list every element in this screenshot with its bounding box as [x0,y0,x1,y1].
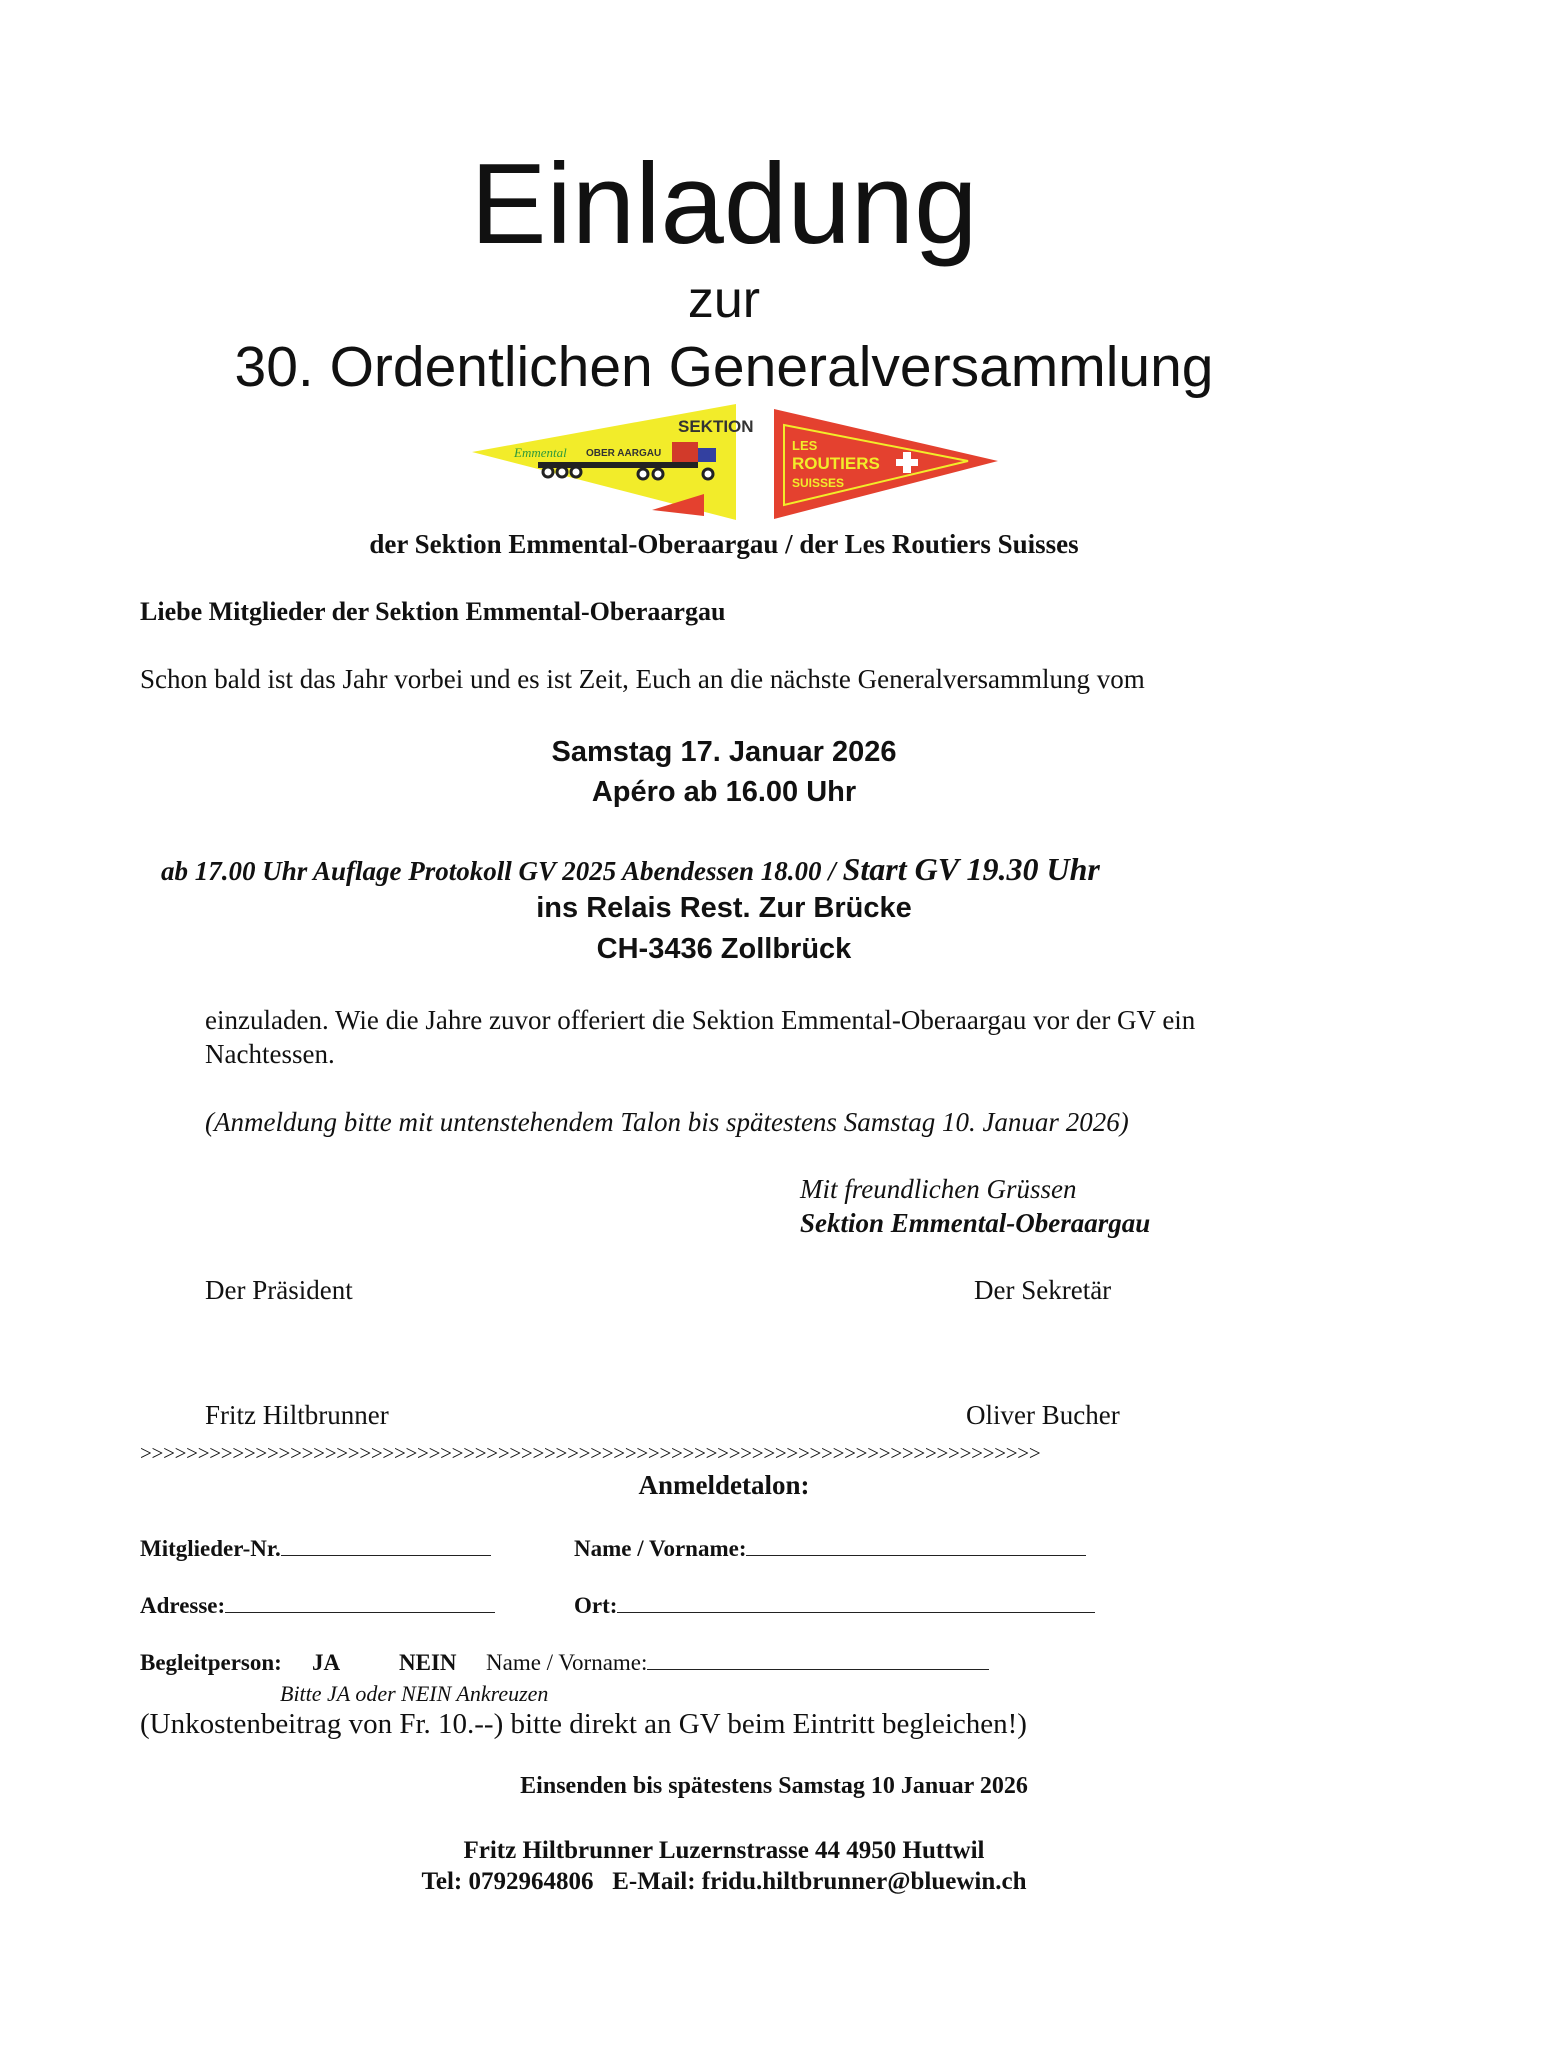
subtitle-main: 30. Ordentlichen Generalversammlung [234,335,1214,399]
sektion-pennant-logo [468,402,754,524]
event-date: Samstag 17. Januar 2026 [551,736,897,768]
venue-place: CH-3436 Zollbrück [596,933,852,965]
address-label: Adresse: [140,1593,226,1618]
contact-address: Fritz Hiltbrunner Luzernstrasse 44 4950 Huttwil [463,1837,985,1864]
city-label: Ort: [574,1593,618,1618]
form-title: Anmeldetalon: [638,1470,810,1500]
logo-les-text: LES [792,438,818,453]
president-name: Fritz Hiltbrunner [205,1400,389,1430]
greeting: Liebe Mitglieder der Sektion Emmental-Oberaargau [140,597,726,626]
logo-suisses-text: SUISSES [792,476,845,490]
schedule [161,849,1100,889]
intro-text: Schon bald ist das Jahr vorbei und es ist Zeit, Euch an die nächste Generalversammlung vom [140,664,1145,694]
closing: Mit freundlichen Grüssen [800,1174,1077,1204]
apero-time: Apéro ab 16.00 Uhr [591,776,857,808]
contact-email[interactable]: E-Mail: fridu.hiltbrunner@bluewin.ch [612,1868,1027,1895]
registration-note: (Anmeldung bitte mit untenstehendem Talon bis spätestens Samstag 10. Januar 2026) [205,1107,1129,1137]
body-line-1: einzuladen. Wie die Jahre zuvor offeriert die Sektion Emmental-Oberaargau vor der GV ein [205,1005,1196,1035]
fee-note: (Unkostenbeitrag von Fr. 10.--) bitte direkt an GV beim Eintritt begleichen!) [140,1708,1027,1740]
address-field[interactable] [140,1586,495,1626]
companion-label: Begleitperson: [140,1650,282,1675]
city-field[interactable] [574,1586,1095,1626]
logo-emmental-text: Emmental [514,445,567,460]
section-line: der Sektion Emmental-Oberaargau / der Les Routiers Suisses [369,529,1079,559]
logo-routiers-text: ROUTIERS [792,454,880,473]
les-routiers-suisses-pennant-logo [772,405,1000,523]
body-line-2: Nachtessen. [205,1039,335,1069]
contact-line [0,1862,1448,1902]
send-by: Einsenden bis spätestens Samstag 10 Januar 2026 [520,1773,1028,1799]
president-role: Der Präsident [205,1275,353,1305]
logo-sektion-text: SEKTION [678,417,754,436]
name-field[interactable] [574,1529,1086,1569]
closing-org: Sektion Emmental-Oberaargau [800,1208,1151,1238]
schedule-text: ab 17.00 Uhr Auflage Protokoll GV 2025 Abendessen 18.00 / [161,856,836,886]
companion-name-label: Name / Vorname: [486,1650,648,1675]
companion-name-field[interactable] [486,1643,989,1683]
companion-yes-option[interactable]: JA [312,1650,341,1675]
secretary-name: Oliver Bucher [966,1400,1120,1430]
logo-oberaargau-text: OBER AARGAU [586,448,662,459]
venue: ins Relais Rest. Zur Brücke [536,892,912,924]
name-label: Name / Vorname: [574,1536,747,1561]
secretary-role: Der Sekretär [974,1275,1112,1305]
cut-line: >>>>>>>>>>>>>>>>>>>>>>>>>>>>>>>>>>>>>>>>>>>>>>>>>>>>>>>>>>>>>>>>>>>>>>>>>>>>>> [140,1441,1041,1465]
member-number-field[interactable] [140,1529,491,1569]
page-title: Einladung [470,141,978,268]
companion-no-option[interactable]: NEIN [399,1650,457,1675]
start-time: Start GV 19.30 Uhr [842,851,1100,887]
subtitle-zur: zur [687,271,761,329]
contact-phone: Tel: 0792964806 [421,1868,594,1895]
companion-hint: Bitte JA oder NEIN Ankreuzen [280,1681,549,1706]
member-number-label: Mitglieder-Nr. [140,1536,281,1561]
